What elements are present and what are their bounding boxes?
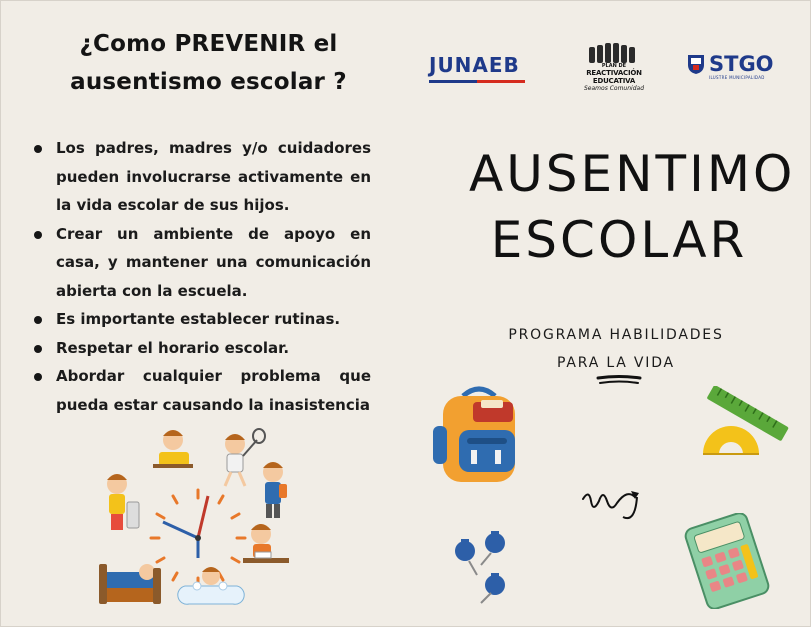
junaeb-logo [429, 53, 525, 83]
prevention-question: ¿Como PREVENIR el ausentismo escolar ? [70, 31, 347, 95]
main-title-line2: ESCOLAR [490, 211, 748, 269]
list-item: Abordar cualquier problema que pueda estar causando la inasistencia [31, 362, 371, 419]
list-item: Respetar el horario escolar. [31, 334, 371, 363]
kid-brushing [107, 474, 139, 530]
municipal-shield-icon [687, 53, 705, 75]
stgo-logo-subtitle: ILUSTRE MUNICIPALIDAD [709, 75, 765, 80]
plan-logo-line1: PLAN DE [601, 63, 627, 69]
program-line1: PROGRAMA HABILIDADES [508, 327, 724, 343]
kid-tennis [225, 429, 265, 486]
kid-bathing [178, 567, 244, 604]
raised-hands-icon [581, 43, 647, 63]
kid-sleeping [99, 564, 161, 604]
plan-logo-line4: Seamos Comunidad [584, 85, 644, 92]
ruler-protractor-illustration [701, 386, 791, 458]
junaeb-logo-text: JUNAEB [429, 53, 520, 77]
program-line2: PARA LA VIDA [557, 355, 675, 371]
main-title-line1: AUSENTIMO [469, 145, 796, 203]
plan-logo-line2: REACTIVACIÓN [586, 69, 642, 77]
main-title [469, 141, 796, 273]
stgo-logo-text: STGO [709, 52, 774, 76]
reactivacion-educativa-logo [581, 43, 647, 92]
prevention-list [31, 134, 371, 419]
list-item: Crear un ambiente de apoyo en casa, y mantener una comunicación abierta con la escuela. [31, 220, 371, 306]
push-pins-illustration [451, 529, 531, 609]
brush-underline [596, 375, 642, 385]
program-name [481, 321, 751, 377]
backpack-illustration [433, 386, 525, 486]
kid-homework [243, 524, 289, 563]
chile-flag-bar [429, 80, 525, 83]
kid-eating [153, 430, 193, 468]
squiggle-arrow-icon [579, 481, 643, 525]
kid-school [263, 462, 287, 518]
plan-logo-line3: EDUCATIVA [592, 77, 636, 85]
calculator-illustration [681, 513, 773, 609]
list-item: Es importante establecer rutinas. [31, 305, 371, 334]
daily-routine-clock-illustration [93, 426, 303, 616]
stgo-logo [687, 53, 779, 80]
list-item: Los padres, madres y/o cuidadores pueden involucrarse activamente en la vida escolar de sus hijos. [31, 134, 371, 220]
